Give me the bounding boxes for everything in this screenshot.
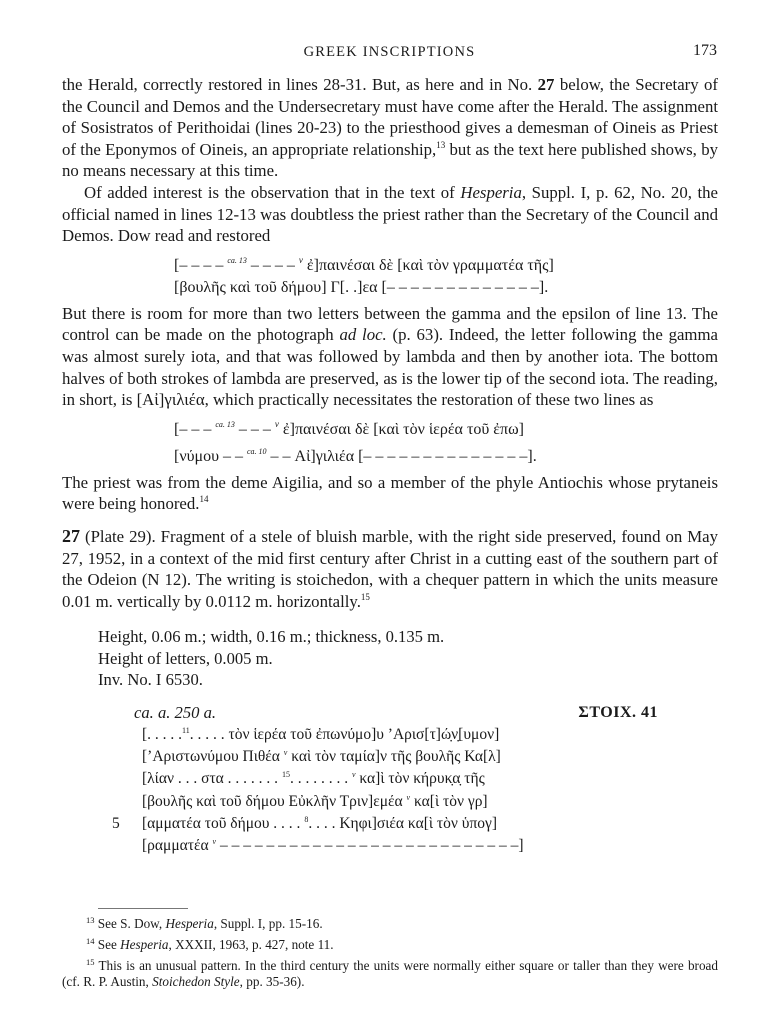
footnote-ref: 14 — [199, 494, 209, 505]
greek-line: [βουλῆς καὶ τοῦ δήμου] Γ[. .]εα [– – – – – – – – – – – – –]. — [174, 278, 549, 296]
inscription-ref: 27 — [537, 75, 555, 94]
greek-restoration-dow — [174, 250, 718, 299]
inscription-line: [ραμματέα $^v$ – – – – – – – – – – – – – – – – – – – – – – – – – –] — [142, 837, 524, 855]
running-head — [62, 42, 717, 64]
measurements — [98, 626, 718, 691]
inscription-header — [62, 700, 718, 724]
paragraph-priest-deme: The priest was from the deme Aigilia, and so a member of the phyle Antiochis whose prytaneis were being honored.$^{14}$ — [62, 472, 718, 514]
footnote-ref: 15 — [360, 591, 370, 602]
running-title: GREEK INSCRIPTIONS — [303, 44, 476, 60]
greek-line: [– – – – $^{ca. 13}$ – – – – $^v$ ἐ]παινέσαι δὲ [καὶ τὸν γραμματέα τῆς] — [174, 254, 554, 274]
paragraph-room-for-letters: But there is room for more than two letters between the gamma and the epsilon of line 13. The control can be made on the photograph ad loc. (p. 63). Indeed, the letter following the gamma was almost surely iota, and that was followed by lambda and then by another iota. The bottom halves of both strokes of lambda are preserved, as is the lower tip of the second iota. The reading, in short, is [Αἰ]γιλιέα, which practically necessitates the restoration of these two lines as — [62, 303, 718, 410]
footnote-rule — [98, 908, 188, 909]
footnote-ref: 13 — [436, 139, 446, 150]
footnotes — [62, 912, 718, 991]
stoichedon-count: ΣΤΟΙΧ. 41 — [578, 703, 658, 721]
inventory-number: Inv. No. I 6530. — [98, 670, 203, 690]
body-text — [62, 74, 718, 858]
inscription-line: [βουλῆς καὶ τοῦ δήμου Εὐκλῆν Τριν]εμέα $^v$ κα[ὶ τὸν γρ] — [142, 792, 488, 810]
paragraph-herald: the Herald, correctly restored in lines 28-31. But, as here and in No. 27 below, the Secretary of the Council and Demos and the Undersecretary must have come after the Herald. The assignment of Sosistratos of Perithoidai (lines 20-23) to the priesthood gives a demesman of Oineis as Priest of the Eponymos of Oineis, an appropriate relationship,$^{13}$ but as the text here published shows, by no means necessary at this time. — [62, 75, 719, 181]
inscription-date: ca. a. 250 a. — [134, 702, 217, 722]
inscription-line: 5 [αμματέα τοῦ δήμου . . . . $^8$. . . . Κηφι]σιέα κα[ὶ τὸν ὑπογ] — [142, 813, 718, 835]
inscription-line: [. . . . .$^{11}$. . . . . τὸν ἱερέα τοῦ ἐπωνύμο]υ ’Αρισ[τ]ώ̣ν̣[υμον] — [142, 725, 500, 743]
entry-number: 27 — [62, 525, 80, 546]
paragraph-added-interest: Of added interest is the observation that in the text of Hesperia, Suppl. I, p. 62, No. 20, the official named in lines 12-13 was doubtless the priest rather than the Secretary of the Council and Demos. Dow read and restored — [62, 182, 718, 246]
line-number: 5 — [112, 814, 120, 832]
letter-height: Height of letters, 0.005 m. — [98, 648, 273, 668]
inscription-line: [λίαν . . . στα . . . . . . . $^{15}$. . . . . . . . $^v$ κα]ὶ τὸν κήρυκ̣α̣ τῆς — [142, 770, 485, 788]
page-number: 173 — [693, 42, 717, 59]
greek-line: [νύμου – – $^{ca. 10}$ – – Αἰ]γιλιέα [– – – – – – – – – – – – – –]. — [174, 446, 537, 465]
greek-restoration-new — [174, 414, 718, 468]
journal-title: Hesperia — [460, 182, 522, 202]
footnote-13: $^{13}$ See S. Dow, Hesperia, Suppl. I, pp. 15-16. — [86, 915, 323, 931]
inscription-line: [’Αριστωνύμου Πιθέα $^v$ καὶ τὸν ταμία]ν τῆς βουλῆς Κα[λ] — [142, 748, 501, 766]
footnote-15: $^{15}$ This is an unusual pattern. In the third century the units were normally either square or taller than they were broad (cf. R. P. Austin, Stoichedon Style, pp. 35-36). — [62, 956, 718, 990]
inscription-text — [112, 724, 718, 858]
footnote-14: $^{14}$ See Hesperia, XXXII, 1963, p. 427, note 11. — [86, 935, 334, 952]
greek-line: [– – – $^{ca. 13}$ – – – $^v$ ἐ]παινέσαι δὲ [καὶ τὸν ἱερέα τοῦ ἐπω] — [174, 418, 524, 438]
dimensions: Height, 0.06 m.; width, 0.16 m.; thickness, 0.135 m. — [98, 627, 445, 647]
paragraph-entry-27: 27 (Plate 29). Fragment of a stele of bluish marble, with the right side preserved, found on May 27, 1952, in a context of the mid first century after Christ in a cutting east of the southern part of the Odeion (N 12). The writing is stoichedon, with a chequer pattern in which the units measure 0.01 m. vertically by 0.0112 m. horizontally.$^{15}$ — [62, 525, 718, 611]
